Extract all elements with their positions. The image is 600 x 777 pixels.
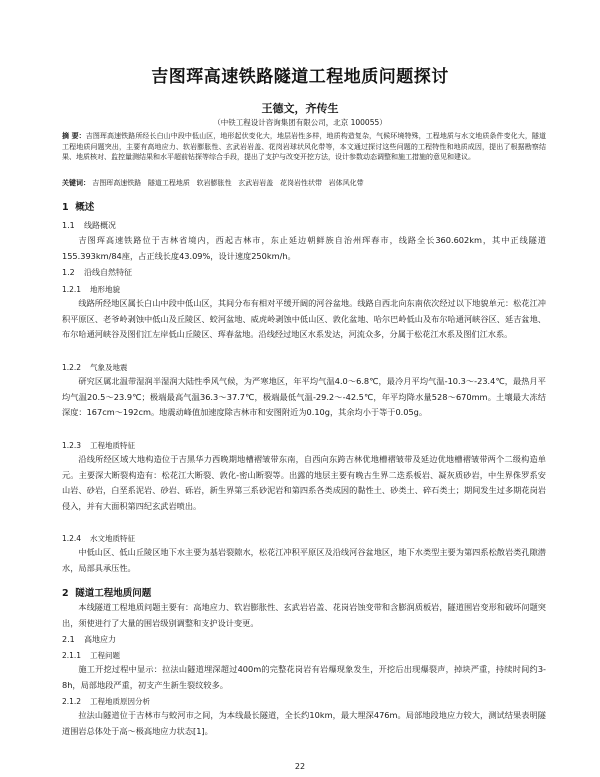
subsection-number: 1.2 xyxy=(62,268,75,277)
subsubsection-heading xyxy=(62,440,135,451)
subsubsection-heading xyxy=(62,696,150,707)
subsubsection-title: 地形地貌 xyxy=(90,285,120,294)
subsubsection-heading xyxy=(62,533,135,544)
keywords xyxy=(62,178,546,188)
subsection-title: 线路概况 xyxy=(84,221,116,230)
subsection-heading xyxy=(62,220,116,231)
subsubsection-heading xyxy=(62,362,128,373)
paragraph: 中低山区、低山丘陵区地下水主要为基岩裂隙水，松花江冲积平原区及沿线河谷盆地区，地下水类型主要为第四系松散岩类孔隙潜水，局部具承压性。 xyxy=(62,547,546,573)
subsection-heading xyxy=(62,267,132,278)
subsubsection-number: 1.2.4 xyxy=(62,534,82,543)
subsection-title: 沿线自然特征 xyxy=(84,268,132,277)
section-heading xyxy=(62,585,151,599)
keyword: 玄武岩岩盖 xyxy=(238,179,274,187)
paragraph: 吉图珲高速铁路位于吉林省境内，西起吉林市，东止延边朝鲜族自治州珲春市，线路全长360.602km，其中正线隧道155.393km/84座，占正线长度43.09%，设计速度250km/h。 xyxy=(62,235,546,261)
affiliation: （中铁工程设计咨询集团有限公司，北京 100055） xyxy=(213,118,387,127)
section-heading xyxy=(62,199,94,213)
keyword: 吉图珲高速铁路 xyxy=(92,179,142,187)
paragraph: 拉法山隧道位于吉林市与蛟河市之间，为本线最长隧道，全长约10km，最大埋深476m。局部地段地应力较大，测试结果表明隧道围岩总体处于高～极高地应力状态[1]。 xyxy=(62,710,546,736)
paragraph: 研究区属北温带湿润半湿润大陆性季风气候，为严寒地区，年平均气温4.0～6.8℃，最冷月平均气温-10.3～-23.4℃，最热月平均气温20.5～23.9℃；极端最高气温36.3～37.7℃，极端最低气温-29.2～-42.5℃，年平均降水量528～670mm。土壤最大冻结深度：167cm～192cm。地震动峰值加速度除吉林市和安图附近为0.10g，其余均小于等于0.05g。 xyxy=(62,376,546,418)
paragraph: 线路所经地区属长白山中段中低山区，其间分布有相对平缓开阔的河谷盆地。线路自西北向东南依次经过以下地貌单元：松花江冲积平原区、老爷岭剥蚀中低山及丘陵区、蛟河盆地、威虎岭剥蚀中低山区、敦化盆地、哈尔巴岭低山及布尔哈通河峡谷区、延吉盆地、布尔哈通河峡谷及图们江左岸低山丘陵区、珲春盆地。沿线经过地区水系发达，河流众多，分属于松花江水系及图们江水系。 xyxy=(62,298,546,340)
paragraph: 施工开挖过程中显示：拉法山隧道埋深超过400m的完整花岗岩有岩爆现象发生，开挖后出现爆裂声，掉块严重，持续时间约3-8h，局部地段严重，初支产生新生裂纹较多。 xyxy=(62,664,546,690)
section-number: 2 xyxy=(62,588,69,599)
subsubsection-number: 1.2.3 xyxy=(62,441,82,450)
keyword: 岩体风化带 xyxy=(328,179,364,187)
subsection-title: 高地应力 xyxy=(84,635,116,644)
page-number: 22 xyxy=(294,762,306,771)
subsubsection-title: 工程地质原因分析 xyxy=(90,697,150,706)
subsubsection-heading xyxy=(62,284,120,295)
subsubsection-number: 1.2.2 xyxy=(62,363,82,372)
authors: 王德文，齐传生 xyxy=(261,102,339,115)
subsubsection-number: 1.2.1 xyxy=(62,285,82,294)
section-number: 1 xyxy=(62,202,69,213)
subsection-number: 2.1 xyxy=(62,635,75,644)
subsubsection-heading xyxy=(62,650,120,661)
subsection-number: 1.1 xyxy=(62,221,75,230)
subsubsection-title: 工程问题 xyxy=(90,651,120,660)
section-title: 隧道工程地质问题 xyxy=(75,588,152,599)
keywords-label: 关键词： xyxy=(62,179,90,187)
paragraph: 本线隧道工程地质问题主要有：高地应力、软岩膨胀性、玄武岩岩盖、花岗岩蚀变带和含膨润质板岩，隧道围岩变形和破坏问题突出，须使进行了大量的围岩级别调整和支护设计变更。 xyxy=(62,602,546,628)
subsubsection-title: 气象及地震 xyxy=(90,363,128,372)
paragraph: 沿线所经区域大地构造位于吉黑华力西晚期地槽褶皱带东南，自西向东跨吉林优地槽褶皱带及延边优地槽褶皱带两个二级构造单元。主要深大断裂构造有：松花江大断裂、敦化-密山断裂等。出露的地层主要有晚古生界二迭系板岩、凝灰质砂岩，中生界侏罗系安山岩、砂岩，白垩系泥岩、砂岩、砾岩，新生界第三系砂泥岩和第四系各类成因的黏性土、砂类土、碎石类土；期间发生过多期花岗岩侵入，并有大面积第四纪玄武岩喷出。 xyxy=(62,454,546,511)
abstract-text: 吉图珲高速铁路所经长白山中段中低山区，地形起伏变化大，地层岩性多样，地质构造复杂，气候环境特殊，工程地质与水文地质条件变化大，隧道工程地质问题突出，主要有高地应力、软岩膨胀性、玄武岩岩盖、花岗岩球状风化带等，本文通过探讨这些问题的工程特性和地质成因，提出了根据勘察结果、地质核对、监控量测结果和水平超前钻探等综合手段，提出了支护与改变开挖方法，设计参数动态调整和施工措施的意见和建议。 xyxy=(62,132,546,161)
keyword: 隧道工程地质 xyxy=(147,179,190,187)
abstract xyxy=(62,131,546,163)
abstract-label: 摘 要： xyxy=(62,132,86,140)
section-title: 概述 xyxy=(75,202,95,213)
subsubsection-number: 2.1.2 xyxy=(62,697,82,706)
keyword: 软岩膨胀性 xyxy=(196,179,232,187)
subsubsection-number: 2.1.1 xyxy=(62,651,82,660)
subsection-heading xyxy=(62,634,116,645)
paper-title: 吉图珲高速铁路隧道工程地质问题探讨 xyxy=(151,67,449,87)
subsubsection-title: 工程地质特征 xyxy=(90,441,135,450)
keyword: 花岗岩性状带 xyxy=(279,179,322,187)
subsubsection-title: 水文地质特征 xyxy=(90,534,135,543)
